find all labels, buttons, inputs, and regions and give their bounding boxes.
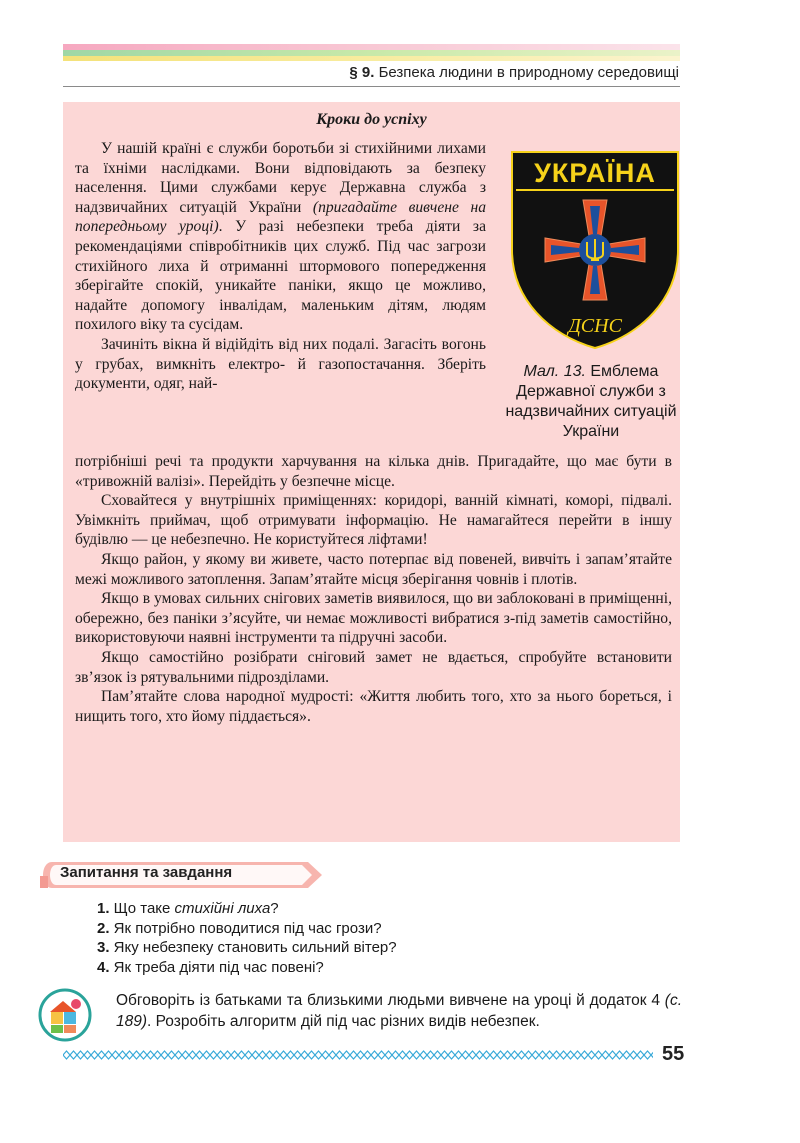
caption-label: Мал. 13. xyxy=(523,363,586,380)
box-title: Кроки до успіху xyxy=(316,111,427,128)
paragraph-7: Пам’ятайте слова народної мудрості: «Життя любить того, хто за нього бореться, і нищить того, хто йому піддається». xyxy=(75,688,672,725)
question-text: Що таке xyxy=(109,900,175,917)
emblem-bottom-text: ДСНС xyxy=(568,315,622,337)
family-task-icon xyxy=(38,988,92,1042)
question-item xyxy=(97,938,397,958)
task-text xyxy=(116,990,682,1032)
task-text-part-a: Обговоріть із батьками та близькими людьми вивчене на уроці й додаток 4 xyxy=(116,992,665,1009)
question-text: Як потрібно поводитися під час грози? xyxy=(109,919,382,937)
paragraph-5: Якщо в умовах сильних снігових заметів виявилося, що ви заблоковані в приміщенні, обережно, без паніки з’ясуйте, чи немає можливості вибратися з-під заметів самостійно, використовуючи наявні інструменти та підручні засоби. xyxy=(75,590,672,647)
paragraph-4: Якщо район, у якому ви живете, часто потерпає від повеней, вивчіть і запам’ятайте межі можливого затоплення. Запам’ятайте місця зберігання човнів і плотів. xyxy=(75,550,672,588)
section-title: Безпека людини в природному середовищі xyxy=(378,64,679,81)
question-item xyxy=(97,899,397,919)
question-number: 1. xyxy=(97,900,110,917)
header-divider xyxy=(63,86,680,87)
questions-list xyxy=(97,899,397,977)
section-number: § 9. xyxy=(349,64,375,81)
questions-title: Запитання та завдання xyxy=(60,864,233,881)
paragraph-1-part-b: . У разі небезпеки треба діяти за рекомендаціями співробітників цих служб. Під час загрози стихійного лиха й отриманні штормового попередження зберігайте спокій, уникайте паніки, якщо це можливо, надайте допомогу інвалідам, маленьким дітям, людям похилого віку та сусідам. xyxy=(75,218,486,334)
question-text: Яку небезпеку становить сильний вітер? xyxy=(109,939,397,957)
paragraph-3: Сховайтеся у внутрішніх приміщеннях: коридорі, ванній кімнаті, коморі, підвалі. Увімкніть приймач, щоб отримувати інформацію. Не намагайтеся перейти в іншу будівлю — це небезпечно. Не користуйтеся ліфтами! xyxy=(75,492,672,549)
task-text-part-b: . Розробіть алгоритм дій під час різних видів небезпек. xyxy=(147,1013,540,1030)
box-text-wide xyxy=(75,452,672,726)
question-item xyxy=(97,958,397,978)
question-number: 3. xyxy=(97,939,110,957)
header-stripe-yellow xyxy=(63,56,680,61)
footer-wave-ornament xyxy=(63,1050,653,1060)
paragraph-2-start: Зачиніть вікна й відійдіть від них подалі. Загасіть вогонь у грубах, вимкніть електро- й газопостачання. Зберіть документи, одяг, най- xyxy=(75,335,486,393)
box-text-narrow xyxy=(75,139,486,394)
paragraph-1-italic: (пригадайте вивчене на попередньому уроці) xyxy=(75,198,486,236)
section-header xyxy=(63,64,679,81)
figure-caption xyxy=(505,362,677,442)
task-reference: (с. 189) xyxy=(116,992,682,1030)
paragraph-1-part-a: У нашій країні є служби боротьби зі стихійними лихами та їхніми наслідками. Вони відповідають за безпеку населення. Цими службами керує Державна служба з надзвичайних ситуацій України xyxy=(75,140,486,216)
question-emphasis: стихійні лиха xyxy=(174,900,271,917)
caption-text: Емблема Державної служби з надзвичайних ситуацій України xyxy=(505,363,677,440)
question-end: ? xyxy=(270,900,279,917)
question-number: 2. xyxy=(97,919,110,937)
emblem-top-text: УКРАЇНА xyxy=(534,158,656,188)
question-number: 4. xyxy=(97,958,110,976)
dsns-emblem xyxy=(510,150,680,350)
question-text: Як треба діяти під час повені? xyxy=(109,958,324,976)
page-number: 55 xyxy=(662,1043,685,1065)
paragraph-6: Якщо самостійно розібрати сніговий замет не вдається, спробуйте встановити зв’язок із рятувальними підрозділами. xyxy=(75,648,672,686)
paragraph-1 xyxy=(75,139,486,335)
question-item xyxy=(97,919,397,939)
paragraph-2-end: потрібніші речі та продукти харчування на кілька днів. Пригадайте, що має бути в «тривожній валізі». Перейдіть у безпечне місце. xyxy=(75,453,672,490)
